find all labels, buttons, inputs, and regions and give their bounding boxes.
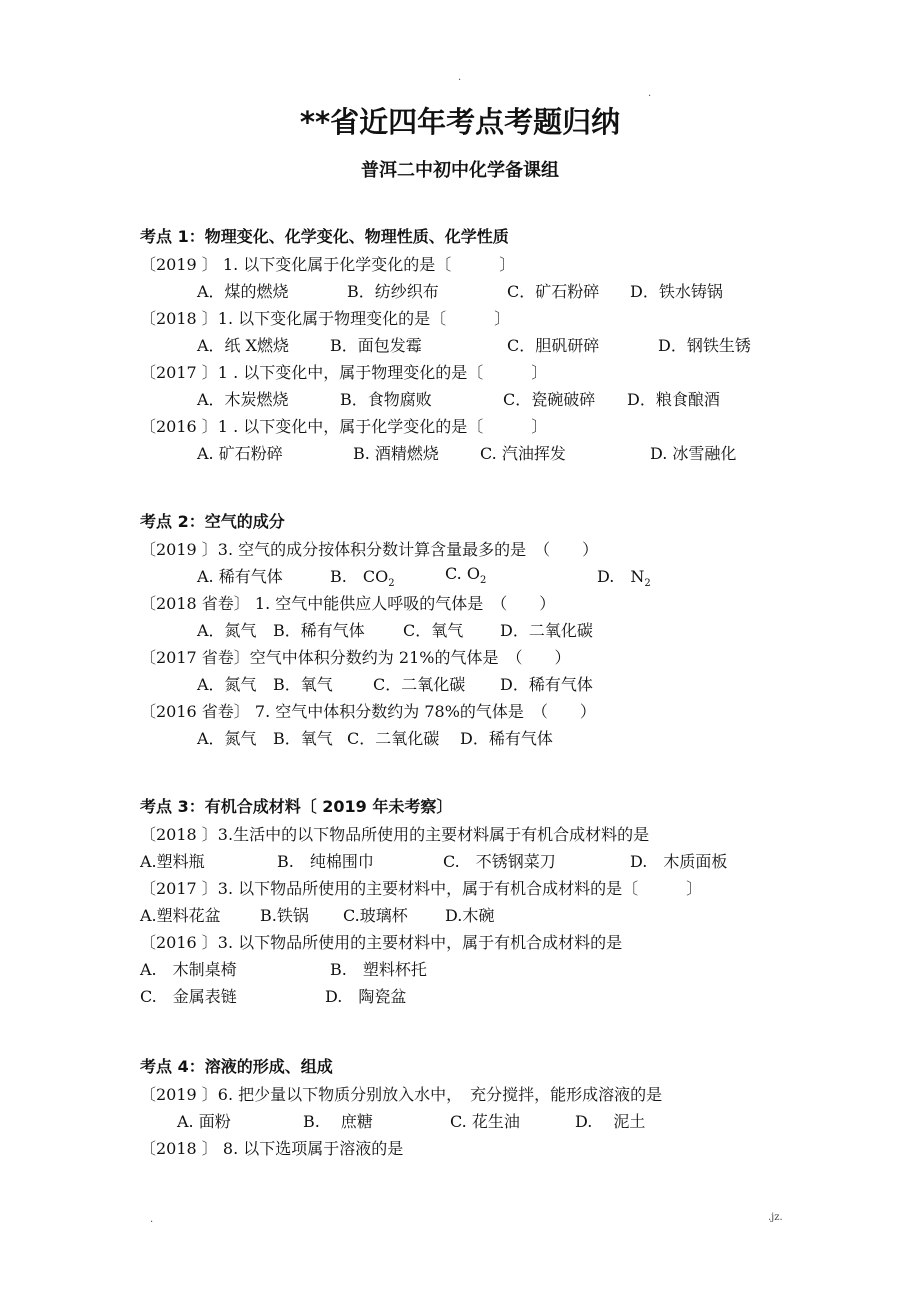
answer-option xyxy=(373,672,465,695)
answer-option xyxy=(353,441,439,464)
question-stem: 〔2019 〕 1. 以下变化属于化学变化的是〔 〕 xyxy=(140,255,516,274)
answer-option-text: D. 冰雪融化 xyxy=(650,444,737,463)
answer-option-text: C．二氧化碳 xyxy=(347,729,440,748)
answer-option-text: D.木碗 xyxy=(445,906,495,925)
answer-option-text: A.塑料花盆 xyxy=(140,906,221,925)
answer-option-text: A．氮气 xyxy=(197,621,257,640)
answer-option-text: D. N xyxy=(597,567,645,586)
question-stem: 〔2019 〕3. 空气的成分按体积分数计算含量最多的是 （ ） xyxy=(140,540,599,559)
question-stem: 〔2018 〕1. 以下变化属于物理变化的是〔 〕 xyxy=(140,309,511,328)
answer-option-text: A．氮气 xyxy=(197,729,257,748)
page-mark: . xyxy=(648,88,652,99)
answer-option xyxy=(330,957,427,980)
answer-option-text: B．稀有气体 xyxy=(273,621,365,640)
answer-option-text: A．木炭燃烧 xyxy=(197,390,289,409)
answer-option-text: D．钢铁生锈 xyxy=(658,336,751,355)
question-stem: 〔2017 省卷〕空气中体积分数约为 21%的气体是 （ ） xyxy=(140,648,571,667)
answer-option xyxy=(140,957,237,980)
answer-option xyxy=(197,387,289,410)
answer-option-text: A．煤的燃烧 xyxy=(197,282,289,301)
answer-option xyxy=(277,849,374,872)
answer-option xyxy=(197,441,283,464)
answer-option xyxy=(630,849,727,872)
answer-option xyxy=(445,903,494,926)
answer-option xyxy=(197,726,257,749)
answer-option xyxy=(343,903,408,926)
section-heading: 考点 4：溶液的形成、组成 xyxy=(140,1057,333,1076)
answer-option-text: D．二氧化碳 xyxy=(500,621,593,640)
answer-option xyxy=(347,726,439,749)
answer-option-text: A．氮气 xyxy=(197,675,257,694)
answer-option-text: C. 金属表链 xyxy=(140,987,237,1006)
answer-option-text: B．氧气 xyxy=(273,729,333,748)
question-stem: 〔2018 省卷〕 1. 空气中能供应人呼吸的气体是 （ ） xyxy=(140,594,556,613)
question-stem: 〔2016 省卷〕 7. 空气中体积分数约为 78%的气体是 （ ） xyxy=(140,702,596,721)
answer-option-text: D. 木质面板 xyxy=(630,852,728,871)
answer-option xyxy=(347,279,439,302)
question-stem: 〔2017 〕3. 以下物品所使用的主要材料中，属于有机合成材料的是〔 〕 xyxy=(140,879,703,898)
answer-option xyxy=(140,849,205,872)
answer-option xyxy=(273,672,333,695)
answer-option xyxy=(177,1109,231,1132)
answer-option-text: B.铁锅 xyxy=(260,906,309,925)
answer-option xyxy=(197,333,289,356)
answer-option xyxy=(597,564,651,589)
answer-option xyxy=(330,564,395,589)
answer-option-text: B. 塑料杯托 xyxy=(330,960,427,979)
answer-option xyxy=(197,618,257,641)
footer-mark: .jz. xyxy=(768,1212,783,1223)
answer-option xyxy=(197,279,289,302)
answer-option xyxy=(500,672,593,695)
answer-option xyxy=(197,672,257,695)
answer-option xyxy=(627,387,720,410)
answer-option-text: A. 面粉 xyxy=(177,1112,231,1131)
subscript: 2 xyxy=(644,578,651,590)
answer-option xyxy=(443,849,556,872)
answer-option-text: C．瓷碗破碎 xyxy=(503,390,596,409)
answer-option-text: D. 泥土 xyxy=(575,1112,646,1131)
question-stem: 〔2018 〕 8. 以下选项属于溶液的是 xyxy=(140,1139,404,1158)
answer-option xyxy=(140,984,237,1007)
section-heading: 考点 2：空气的成分 xyxy=(140,512,285,531)
answer-option-text: D．稀有气体 xyxy=(460,729,553,748)
answer-option xyxy=(303,1109,373,1132)
answer-option-text: D．稀有气体 xyxy=(500,675,593,694)
question-stem: 〔2018 〕3.生活中的以下物品所使用的主要材料属于有机合成材料的是 xyxy=(140,825,650,844)
answer-option xyxy=(507,333,599,356)
answer-option xyxy=(575,1109,645,1132)
answer-option xyxy=(630,279,723,302)
answer-option-text: B．氧气 xyxy=(273,675,333,694)
answer-option-text: A.塑料瓶 xyxy=(140,852,205,871)
answer-option-text: B．纺纱织布 xyxy=(347,282,439,301)
answer-option-text: B. 酒精燃烧 xyxy=(353,444,439,463)
question-stem: 〔2017 〕1 . 以下变化中，属于物理变化的是〔 〕 xyxy=(140,363,548,382)
answer-option xyxy=(260,903,309,926)
answer-option-text: A. 稀有气体 xyxy=(197,567,283,586)
section-heading: 考点 3：有机合成材料〔 2019 年未考察〕 xyxy=(140,797,453,816)
question-stem: 〔2016 〕3. 以下物品所使用的主要材料中，属于有机合成材料的是 xyxy=(140,933,623,952)
answer-option-text: C. 不锈钢菜刀 xyxy=(443,852,556,871)
answer-option-text: D. 陶瓷盆 xyxy=(325,987,407,1006)
answer-option-text: A. 木制桌椅 xyxy=(140,960,237,979)
document-title: **省近四年考点考题归纳 xyxy=(299,105,621,139)
answer-option-text: C．矿石粉碎 xyxy=(507,282,600,301)
answer-option-text: B．面包发霉 xyxy=(330,336,422,355)
answer-option xyxy=(445,564,486,586)
subscript: 2 xyxy=(388,578,395,590)
question-stem: 〔2019 〕6. 把少量以下物质分别放入水中， 充分搅拌，能形成溶液的是 xyxy=(140,1085,663,1104)
answer-option-text: C．胆矾研碎 xyxy=(507,336,600,355)
answer-option-text: C．二氧化碳 xyxy=(373,675,466,694)
answer-option xyxy=(273,726,333,749)
answer-option xyxy=(450,1109,520,1132)
subscript: 2 xyxy=(479,575,487,587)
answer-option-text: C. 汽油挥发 xyxy=(480,444,566,463)
answer-option xyxy=(403,618,463,641)
answer-option xyxy=(503,387,595,410)
answer-option-text: C. 花生油 xyxy=(450,1112,520,1131)
answer-option xyxy=(273,618,365,641)
answer-option-text: D．粮食酿酒 xyxy=(627,390,720,409)
footer-mark: . xyxy=(150,1214,154,1225)
answer-option-text: D．铁水铸锅 xyxy=(630,282,723,301)
section-heading: 考点 1：物理变化、化学变化、物理性质、化学性质 xyxy=(140,227,509,246)
answer-option-text: B．食物腐败 xyxy=(340,390,432,409)
answer-option-text: B. 纯棉围巾 xyxy=(277,852,374,871)
answer-option-text: B. 庶糖 xyxy=(303,1112,373,1131)
answer-option-text: A．纸 X燃烧 xyxy=(197,336,290,355)
answer-option xyxy=(507,279,599,302)
answer-option xyxy=(140,903,221,926)
answer-option xyxy=(500,618,593,641)
answer-option xyxy=(330,333,422,356)
page-mark: . xyxy=(458,72,462,83)
answer-option xyxy=(650,441,736,464)
document-subtitle: 普洱二中初中化学备课组 xyxy=(361,160,559,181)
answer-option xyxy=(340,387,432,410)
answer-option-text: C. O xyxy=(445,564,480,583)
answer-option xyxy=(325,984,406,1007)
answer-option-text: C.玻璃杯 xyxy=(343,906,408,925)
answer-option-text: C．氧气 xyxy=(403,621,464,640)
answer-option xyxy=(480,441,566,464)
answer-option xyxy=(658,333,751,356)
question-stem: 〔2016 〕1 . 以下变化中，属于化学变化的是〔 〕 xyxy=(140,417,548,436)
answer-option xyxy=(460,726,553,749)
answer-option-text: B. CO xyxy=(330,567,389,586)
answer-option-text: A. 矿石粉碎 xyxy=(197,444,283,463)
answer-option xyxy=(197,564,283,587)
